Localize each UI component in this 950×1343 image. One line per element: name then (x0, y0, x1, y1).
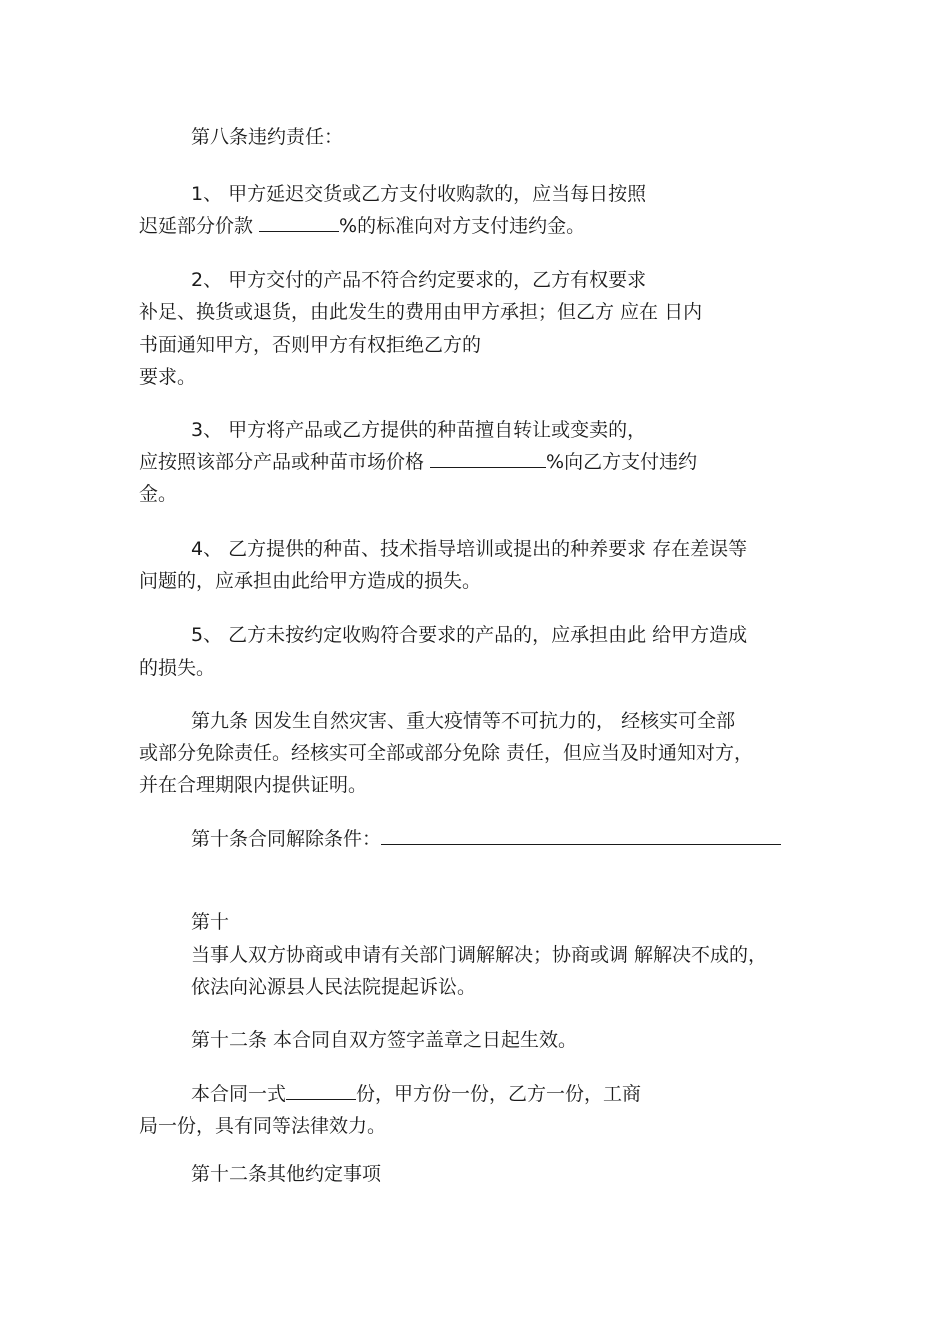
article-8-item-2-line-2: 补足、换货或退货，由此发生的费用由甲方承担；但乙方 应在 日内 (139, 301, 703, 323)
copies-blank (286, 1082, 356, 1100)
article-9-line-2: 或部分免除责任。经核实可全部或部分免除 责任，但应当及时通知对方， (139, 742, 754, 764)
text: %的标准向对方支付违约金。 (339, 215, 586, 237)
article-10-label: 第十条合同解除条件： (191, 828, 382, 850)
article-9-line-1: 第九条 因发生自然灾害、重大疫情等不可抗力的， 经核实可全部 (191, 710, 736, 732)
copies-line-2: 局一份，具有同等法律效力。 (139, 1115, 387, 1137)
article-11-line-1: 当事人双方协商或申请有关部门调解解决；协商或调 解解决不成的， (191, 944, 768, 966)
termination-blank (381, 827, 781, 845)
article-8-item-4-line-2: 问题的，应承担由此给甲方造成的损失。 (139, 570, 482, 592)
text: 份，甲方份一份，乙方一份，工商 (356, 1083, 642, 1105)
article-8-item-1-line-1: 1、 甲方延迟交货或乙方支付收购款的，应当每日按照 (191, 183, 647, 205)
copies-line-1 (191, 1082, 641, 1106)
rate-blank (259, 214, 339, 232)
article-11-line-2: 依法向沁源县人民法院提起诉讼。 (191, 976, 477, 998)
article-8-item-3-line-1: 3、 甲方将产品或乙方提供的种苗擅自转让或变卖的， (191, 419, 647, 441)
article-8-heading: 第八条违约责任： (191, 126, 344, 148)
text: 本合同一式 (191, 1083, 287, 1105)
article-8-item-5-line-2: 的损失。 (139, 657, 216, 679)
article-9-line-3: 并在合理期限内提供证明。 (139, 774, 368, 796)
article-8-item-3-line-3: 金。 (139, 483, 178, 505)
article-11-heading: 第十 (191, 911, 230, 933)
text: %向乙方支付违约 (546, 451, 698, 473)
article-8-item-2-line-3: 书面通知甲方，否则甲方有权拒绝乙方的 (139, 334, 482, 356)
article-10-line (191, 827, 781, 851)
text: 迟延部分价款 (139, 215, 260, 237)
article-8-item-4-line-1: 4、 乙方提供的种苗、技术指导培训或提出的种养要求 存在差误等 (191, 538, 748, 560)
article-12b-text: 第十二条其他约定事项 (191, 1163, 382, 1185)
article-12-text: 第十二条 本合同自双方签字盖章之日起生效。 (191, 1029, 578, 1051)
rate-blank (430, 450, 546, 468)
article-8-item-2-line-1: 2、 甲方交付的产品不符合约定要求的，乙方有权要求 (191, 269, 647, 291)
text: 应按照该部分产品或种苗市场价格 (139, 451, 431, 473)
article-8-item-3-line-2 (139, 450, 697, 474)
article-8-item-1-line-2 (139, 214, 585, 238)
article-8-item-5-line-1: 5、 乙方未按约定收购符合要求的产品的，应承担由此 给甲方造成 (191, 624, 748, 646)
article-8-item-2-line-4: 要求。 (139, 366, 197, 388)
